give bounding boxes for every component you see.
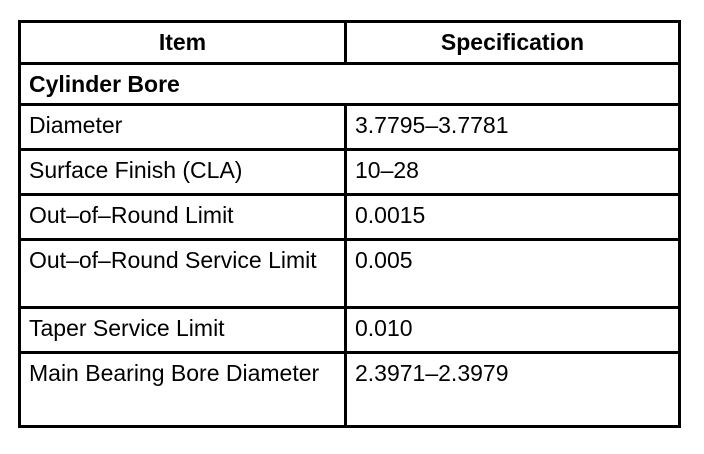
table-row: [20, 240, 680, 308]
item-cell: Surface Finish (CLA): [20, 150, 346, 195]
table-row: [20, 308, 680, 353]
spec-cell: 10–28: [346, 150, 680, 195]
table-row: [20, 195, 680, 240]
spec-cell: 0.010: [346, 308, 680, 353]
header-row: [20, 22, 680, 64]
item-cell: Main Bearing Bore Diameter: [20, 353, 346, 427]
section-row: [20, 64, 680, 105]
specification-table: [18, 20, 681, 428]
spec-cell: 0.005: [346, 240, 680, 308]
item-cell: Taper Service Limit: [20, 308, 346, 353]
spec-cell: 2.3971–2.3979: [346, 353, 680, 427]
item-cell: Diameter: [20, 105, 346, 150]
table-row: [20, 353, 680, 427]
item-cell: Out–of–Round Service Limit: [20, 240, 346, 308]
section-title: Cylinder Bore: [20, 64, 680, 105]
item-cell: Out–of–Round Limit: [20, 195, 346, 240]
spec-cell: 0.0015: [346, 195, 680, 240]
spec-cell: 3.7795–3.7781: [346, 105, 680, 150]
column-header-item: Item: [20, 22, 346, 64]
table-row: [20, 105, 680, 150]
column-header-specification: Specification: [346, 22, 680, 64]
table-row: [20, 150, 680, 195]
